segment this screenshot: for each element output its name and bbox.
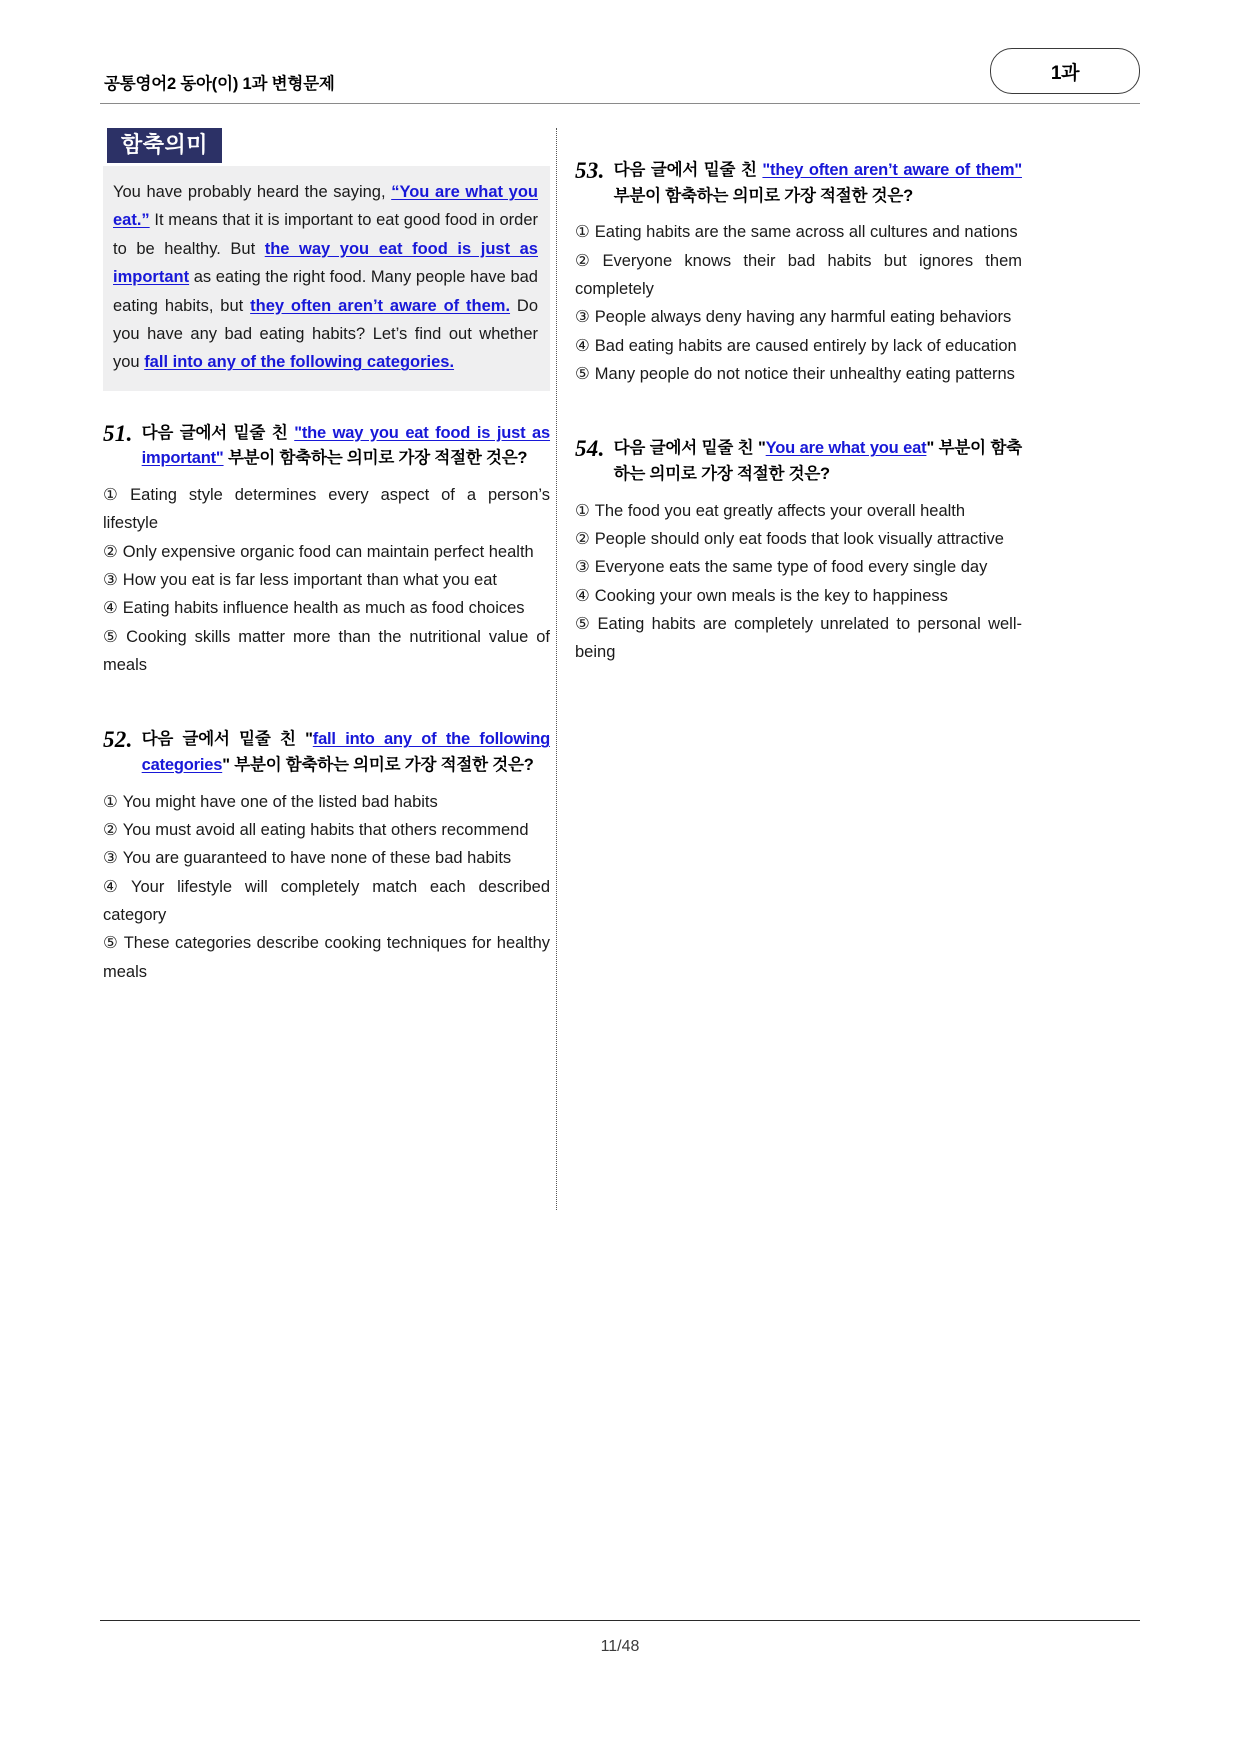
option-marker-icon: ⑤: [575, 365, 590, 383]
option-list: [575, 218, 1022, 388]
stem-text-0: 다음 글에서 밑줄 친: [613, 161, 763, 179]
option-item[interactable]: [575, 525, 1022, 553]
stem-text-2: 부분이 함축하는 의미로 가장 적절한 것은?: [223, 449, 528, 468]
question-stem: [614, 158, 1022, 209]
option-item[interactable]: [575, 360, 1022, 388]
option-label: Bad eating habits are caused entirely by lack of education: [594, 336, 1017, 355]
question-stem: [614, 436, 1022, 487]
question-51: [103, 421, 550, 680]
footer-divider-rule: [100, 1620, 1140, 1621]
option-marker-icon: ②: [103, 542, 118, 561]
option-label: Cooking skills matter more than the nutritional value of meals: [103, 627, 550, 675]
right-question-list: [575, 158, 1022, 667]
option-marker-icon: ④: [103, 877, 126, 896]
header-divider-rule: [100, 103, 1140, 104]
question-heading: [575, 436, 1022, 487]
question-number: 53.: [575, 158, 605, 183]
column-divider: [556, 128, 557, 1210]
option-label: Your lifestyle will completely match each described category: [103, 877, 550, 925]
option-marker-icon: ⑤: [103, 934, 119, 953]
lesson-badge: 1과: [990, 48, 1140, 94]
stem-text-2: " 부분이 함축하는 의미로 가장 적절한 것은?: [222, 756, 534, 775]
option-label: Only expensive organic food can maintain perfect health: [122, 542, 534, 561]
option-item[interactable]: [103, 816, 550, 844]
option-marker-icon: ②: [575, 251, 598, 270]
left-question-list: [103, 421, 550, 987]
option-marker-icon: ④: [103, 599, 118, 618]
question-stem: [142, 421, 550, 472]
passage-highlight-3: the way you eat food is just as important: [113, 239, 538, 287]
option-item[interactable]: [103, 929, 550, 986]
option-marker-icon: ③: [575, 308, 590, 327]
passage-text-0: You have probably heard the saying,: [113, 183, 392, 202]
option-item[interactable]: [575, 610, 1022, 667]
page-number: 11/48: [600, 1638, 640, 1655]
option-label: Eating style determines every aspect of a person’s lifestyle: [103, 485, 551, 533]
option-marker-icon: ③: [103, 849, 118, 868]
option-list: [103, 788, 550, 987]
option-item[interactable]: [575, 497, 1022, 525]
option-item[interactable]: [575, 247, 1022, 304]
option-label: You must avoid all eating habits that others recommend: [122, 820, 529, 839]
left-column: [103, 128, 550, 986]
right-column: [575, 128, 1022, 667]
stem-highlight-1: "they often aren’t aware of them": [762, 161, 1022, 179]
question-stem: [142, 727, 550, 778]
question-number: 52.: [103, 727, 133, 753]
option-label: How you eat is far less important than what you eat: [122, 570, 497, 589]
reading-passage: [103, 166, 550, 391]
option-list: [103, 481, 550, 680]
option-label: Eating habits are the same across all cultures and nations: [594, 223, 1018, 242]
option-label: You are guaranteed to have none of these bad habits: [122, 849, 512, 868]
option-marker-icon: ①: [103, 485, 126, 504]
option-label: Eating habits are completely unrelated to personal well-being: [575, 615, 1022, 662]
question-number: 54.: [575, 436, 605, 462]
passage-text-2: It means that it is important to eat good food in order to be healthy. But: [113, 211, 538, 258]
option-marker-icon: ③: [575, 558, 590, 577]
option-label: The food you eat greatly affects your overall health: [594, 501, 966, 520]
question-53: [575, 158, 1022, 388]
stem-text-2: 부분이 함축하는 의미로 가장 적절한 것은?: [613, 186, 914, 205]
header-title: 공통영어2 동아(이) 1과 변형문제: [104, 75, 335, 93]
option-item[interactable]: [103, 538, 550, 566]
passage-text-6: Do you have any bad eating habits? Let’s find out whether you: [113, 296, 538, 372]
option-marker-icon: ④: [575, 586, 590, 605]
stem-highlight-1: You are what you eat: [765, 439, 927, 458]
option-label: Everyone eats the same type of food every single day: [594, 558, 988, 577]
option-item[interactable]: [103, 566, 550, 594]
question-heading: [103, 727, 550, 778]
option-marker-icon: ⑤: [103, 627, 122, 646]
option-marker-icon: ①: [575, 501, 590, 520]
stem-text-0: 다음 글에서 밑줄 친 ": [613, 439, 766, 458]
option-marker-icon: ①: [575, 223, 590, 242]
option-label: People always deny having any harmful eating behaviors: [594, 308, 1012, 327]
page-header: [100, 58, 1140, 108]
stem-text-0: 다음 글에서 밑줄 친 ": [141, 730, 313, 749]
option-label: People should only eat foods that look visually attractive: [594, 529, 1004, 548]
option-item[interactable]: [103, 873, 550, 930]
option-marker-icon: ②: [575, 529, 590, 548]
passage-highlight-1: “You are what you eat.”: [113, 183, 538, 230]
stem-text-2: " 부분이 함축하는 의미로 가장 적절한 것은?: [613, 439, 1022, 483]
option-item[interactable]: [575, 553, 1022, 581]
option-item[interactable]: [103, 844, 550, 872]
option-item[interactable]: [103, 623, 550, 680]
passage-highlight-5: they often aren’t aware of them.: [250, 296, 511, 315]
stem-text-0: 다음 글에서 밑줄 친: [141, 423, 295, 442]
option-label: Many people do not notice their unhealthy eating patterns: [594, 365, 1015, 383]
option-item[interactable]: [103, 788, 550, 816]
question-52: [103, 727, 550, 986]
option-label: Everyone knows their bad habits but ignores them completely: [575, 251, 1022, 298]
option-marker-icon: ③: [103, 570, 118, 589]
section-title: 함축의미: [107, 128, 222, 163]
stem-highlight-1: "the way you eat food is just as important": [141, 423, 551, 468]
passage-highlight-7: fall into any of the following categories.: [144, 353, 455, 372]
option-list: [575, 497, 1022, 667]
option-item[interactable]: [103, 481, 550, 538]
passage-text-4: as eating the right food. Many people have bad eating habits, but: [113, 268, 538, 315]
option-item[interactable]: [103, 594, 550, 622]
option-label: You might have one of the listed bad habits: [122, 792, 438, 811]
option-item[interactable]: [575, 582, 1022, 610]
option-item[interactable]: [575, 332, 1022, 360]
option-marker-icon: ⑤: [575, 615, 593, 633]
option-marker-icon: ①: [103, 792, 118, 811]
option-marker-icon: ④: [575, 336, 590, 355]
question-heading: [103, 421, 550, 472]
option-item[interactable]: [575, 303, 1022, 331]
question-number: 51.: [103, 420, 133, 446]
option-marker-icon: ②: [103, 820, 118, 839]
option-label: Eating habits influence health as much as food choices: [122, 599, 525, 618]
question-54: [575, 436, 1022, 666]
stem-highlight-1: fall into any of the following categories: [141, 730, 550, 775]
question-heading: [575, 158, 1022, 209]
option-item[interactable]: [575, 218, 1022, 246]
option-label: Cooking your own meals is the key to happiness: [594, 586, 948, 605]
option-label: These categories describe cooking techniques for healthy meals: [103, 934, 551, 981]
